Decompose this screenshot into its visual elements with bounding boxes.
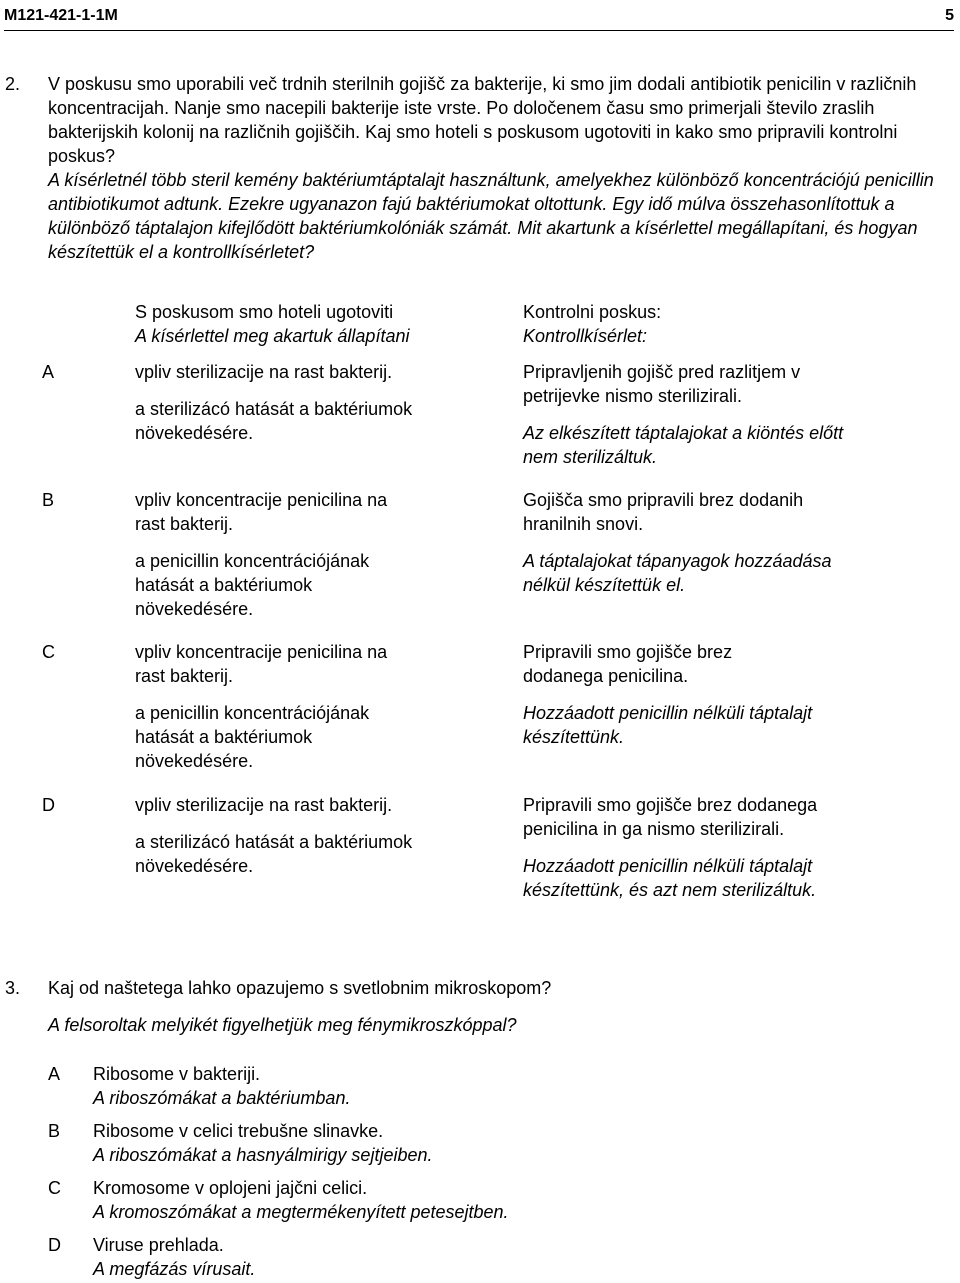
option-hu: A megfázás vírusait. bbox=[93, 1259, 256, 1279]
option-control bbox=[523, 360, 943, 469]
aim-hu: a penicillin koncentrációjának hatását a baktériumok növekedésére. bbox=[135, 551, 370, 619]
question-number: 2. bbox=[5, 74, 21, 94]
header-aim-sl: S poskusom smo hoteli ugotoviti bbox=[135, 302, 394, 322]
option-sl: Ribosome v bakteriji. bbox=[93, 1064, 261, 1084]
option-text bbox=[93, 1176, 933, 1224]
control-hu: Hozzáadott penicillin nélküli táptalajt készítettünk, és azt nem sterilizáltuk. bbox=[523, 856, 817, 900]
aim-sl: vpliv koncentracije penicilina na rast bakterij. bbox=[135, 642, 388, 686]
option-text bbox=[93, 1062, 933, 1110]
option-control bbox=[523, 640, 943, 749]
control-hu: A táptalajokat tápanyagok hozzáadása nélkül készítettük el. bbox=[523, 551, 832, 595]
option-letter: A bbox=[42, 362, 55, 382]
question-number: 3. bbox=[5, 978, 21, 998]
option-text bbox=[93, 1233, 933, 1281]
control-sl: Pripravili smo gojišče brez dodanega penicilina. bbox=[523, 642, 733, 686]
option-letter: B bbox=[42, 490, 55, 510]
aim-sl: vpliv sterilizacije na rast bakterij. bbox=[135, 362, 393, 382]
option-text bbox=[93, 1119, 933, 1167]
option-control bbox=[523, 488, 943, 597]
control-sl: Pripravili smo gojišče brez dodanega penicilina in ga nismo sterilizirali. bbox=[523, 795, 818, 839]
exam-code: M121-421-1-1M bbox=[4, 7, 118, 24]
header-control-hu: Kontrollkísérlet: bbox=[523, 326, 648, 346]
option-control bbox=[523, 793, 943, 902]
option-letter: B bbox=[48, 1121, 61, 1141]
option-sl: Kromosome v oplojeni jajčni celici. bbox=[93, 1178, 368, 1198]
aim-sl: vpliv sterilizacije na rast bakterij. bbox=[135, 795, 393, 815]
aim-hu: a sterilizácó hatását a baktériumok növekedésére. bbox=[135, 832, 413, 876]
option-sl: Ribosome v celici trebušne slinavke. bbox=[93, 1121, 384, 1141]
question-stem bbox=[48, 72, 938, 264]
option-letter: A bbox=[48, 1064, 61, 1084]
stem-slovene: V poskusu smo uporabili več trdnih sterilnih gojišč za bakterije, ki smo jim dodali antibiotik penicilin v različnih koncentracijah. Nanje smo nacepili bakterije iste vrste. Po določenem času smo primerjali število zraslih bakterijskih kolonij na različnih gojiščih. Kaj smo hoteli s poskusom ugotoviti in kako smo pripravili kontrolni poskus? bbox=[48, 74, 917, 166]
control-sl: Gojišča smo pripravili brez dodanih hranilnih snovi. bbox=[523, 490, 804, 534]
page-number: 5 bbox=[945, 7, 954, 24]
header-aim-hu: A kísérlettel meg akartuk állapítani bbox=[135, 326, 410, 346]
option-letter: C bbox=[42, 642, 55, 662]
control-hu: Az elkészített táptalajokat a kiöntés előtt nem sterilizáltuk. bbox=[523, 423, 844, 467]
option-hu: A kromoszómákat a megtermékenyített petesejtben. bbox=[93, 1202, 509, 1222]
option-aim bbox=[135, 640, 495, 773]
option-aim bbox=[135, 488, 495, 621]
aim-hu: a penicillin koncentrációjának hatását a baktériumok növekedésére. bbox=[135, 703, 370, 771]
option-aim bbox=[135, 793, 495, 878]
aim-hu: a sterilizácó hatását a baktériumok növekedésére. bbox=[135, 399, 413, 443]
stem-hungarian: A kísérletnél több steril kemény baktériumtáptalajt használtunk, amelyekhez különböző koncentrációjú penicillin antibiotikumot adtunk. Ezekre ugyanazon fajú baktériumokat oltottunk. Egy idő múlva összehasonlítottuk a különböző táptalajon kifejlődött baktériumkolóniák számát. Mit akartunk a kísérlettel megállapítani, és hogyan készítettük el a kontrollkísérletet? bbox=[48, 170, 934, 262]
control-sl: Pripravljenih gojišč pred razlitjem v petrijevke nismo sterilizirali. bbox=[523, 362, 801, 406]
option-letter: D bbox=[42, 795, 55, 815]
header-control-sl: Kontrolni poskus: bbox=[523, 302, 662, 322]
column-header-control bbox=[523, 300, 943, 348]
option-sl: Viruse prehlada. bbox=[93, 1235, 224, 1255]
column-header-aim bbox=[135, 300, 495, 348]
stem-slovene: Kaj od naštetega lahko opazujemo s svetlobnim mikroskopom? bbox=[48, 978, 552, 998]
option-aim bbox=[135, 360, 495, 445]
option-hu: A riboszómákat a baktériumban. bbox=[93, 1088, 351, 1108]
stem-hungarian: A felsoroltak melyikét figyelhetjük meg fénymikroszkóppal? bbox=[48, 1015, 517, 1035]
option-letter: C bbox=[48, 1178, 61, 1198]
page-header bbox=[4, 6, 954, 31]
option-hu: A riboszómákat a hasnyálmirigy sejtjeiben. bbox=[93, 1145, 433, 1165]
option-letter: D bbox=[48, 1235, 61, 1255]
aim-sl: vpliv koncentracije penicilina na rast bakterij. bbox=[135, 490, 388, 534]
control-hu: Hozzáadott penicillin nélküli táptalajt készítettünk. bbox=[523, 703, 813, 747]
